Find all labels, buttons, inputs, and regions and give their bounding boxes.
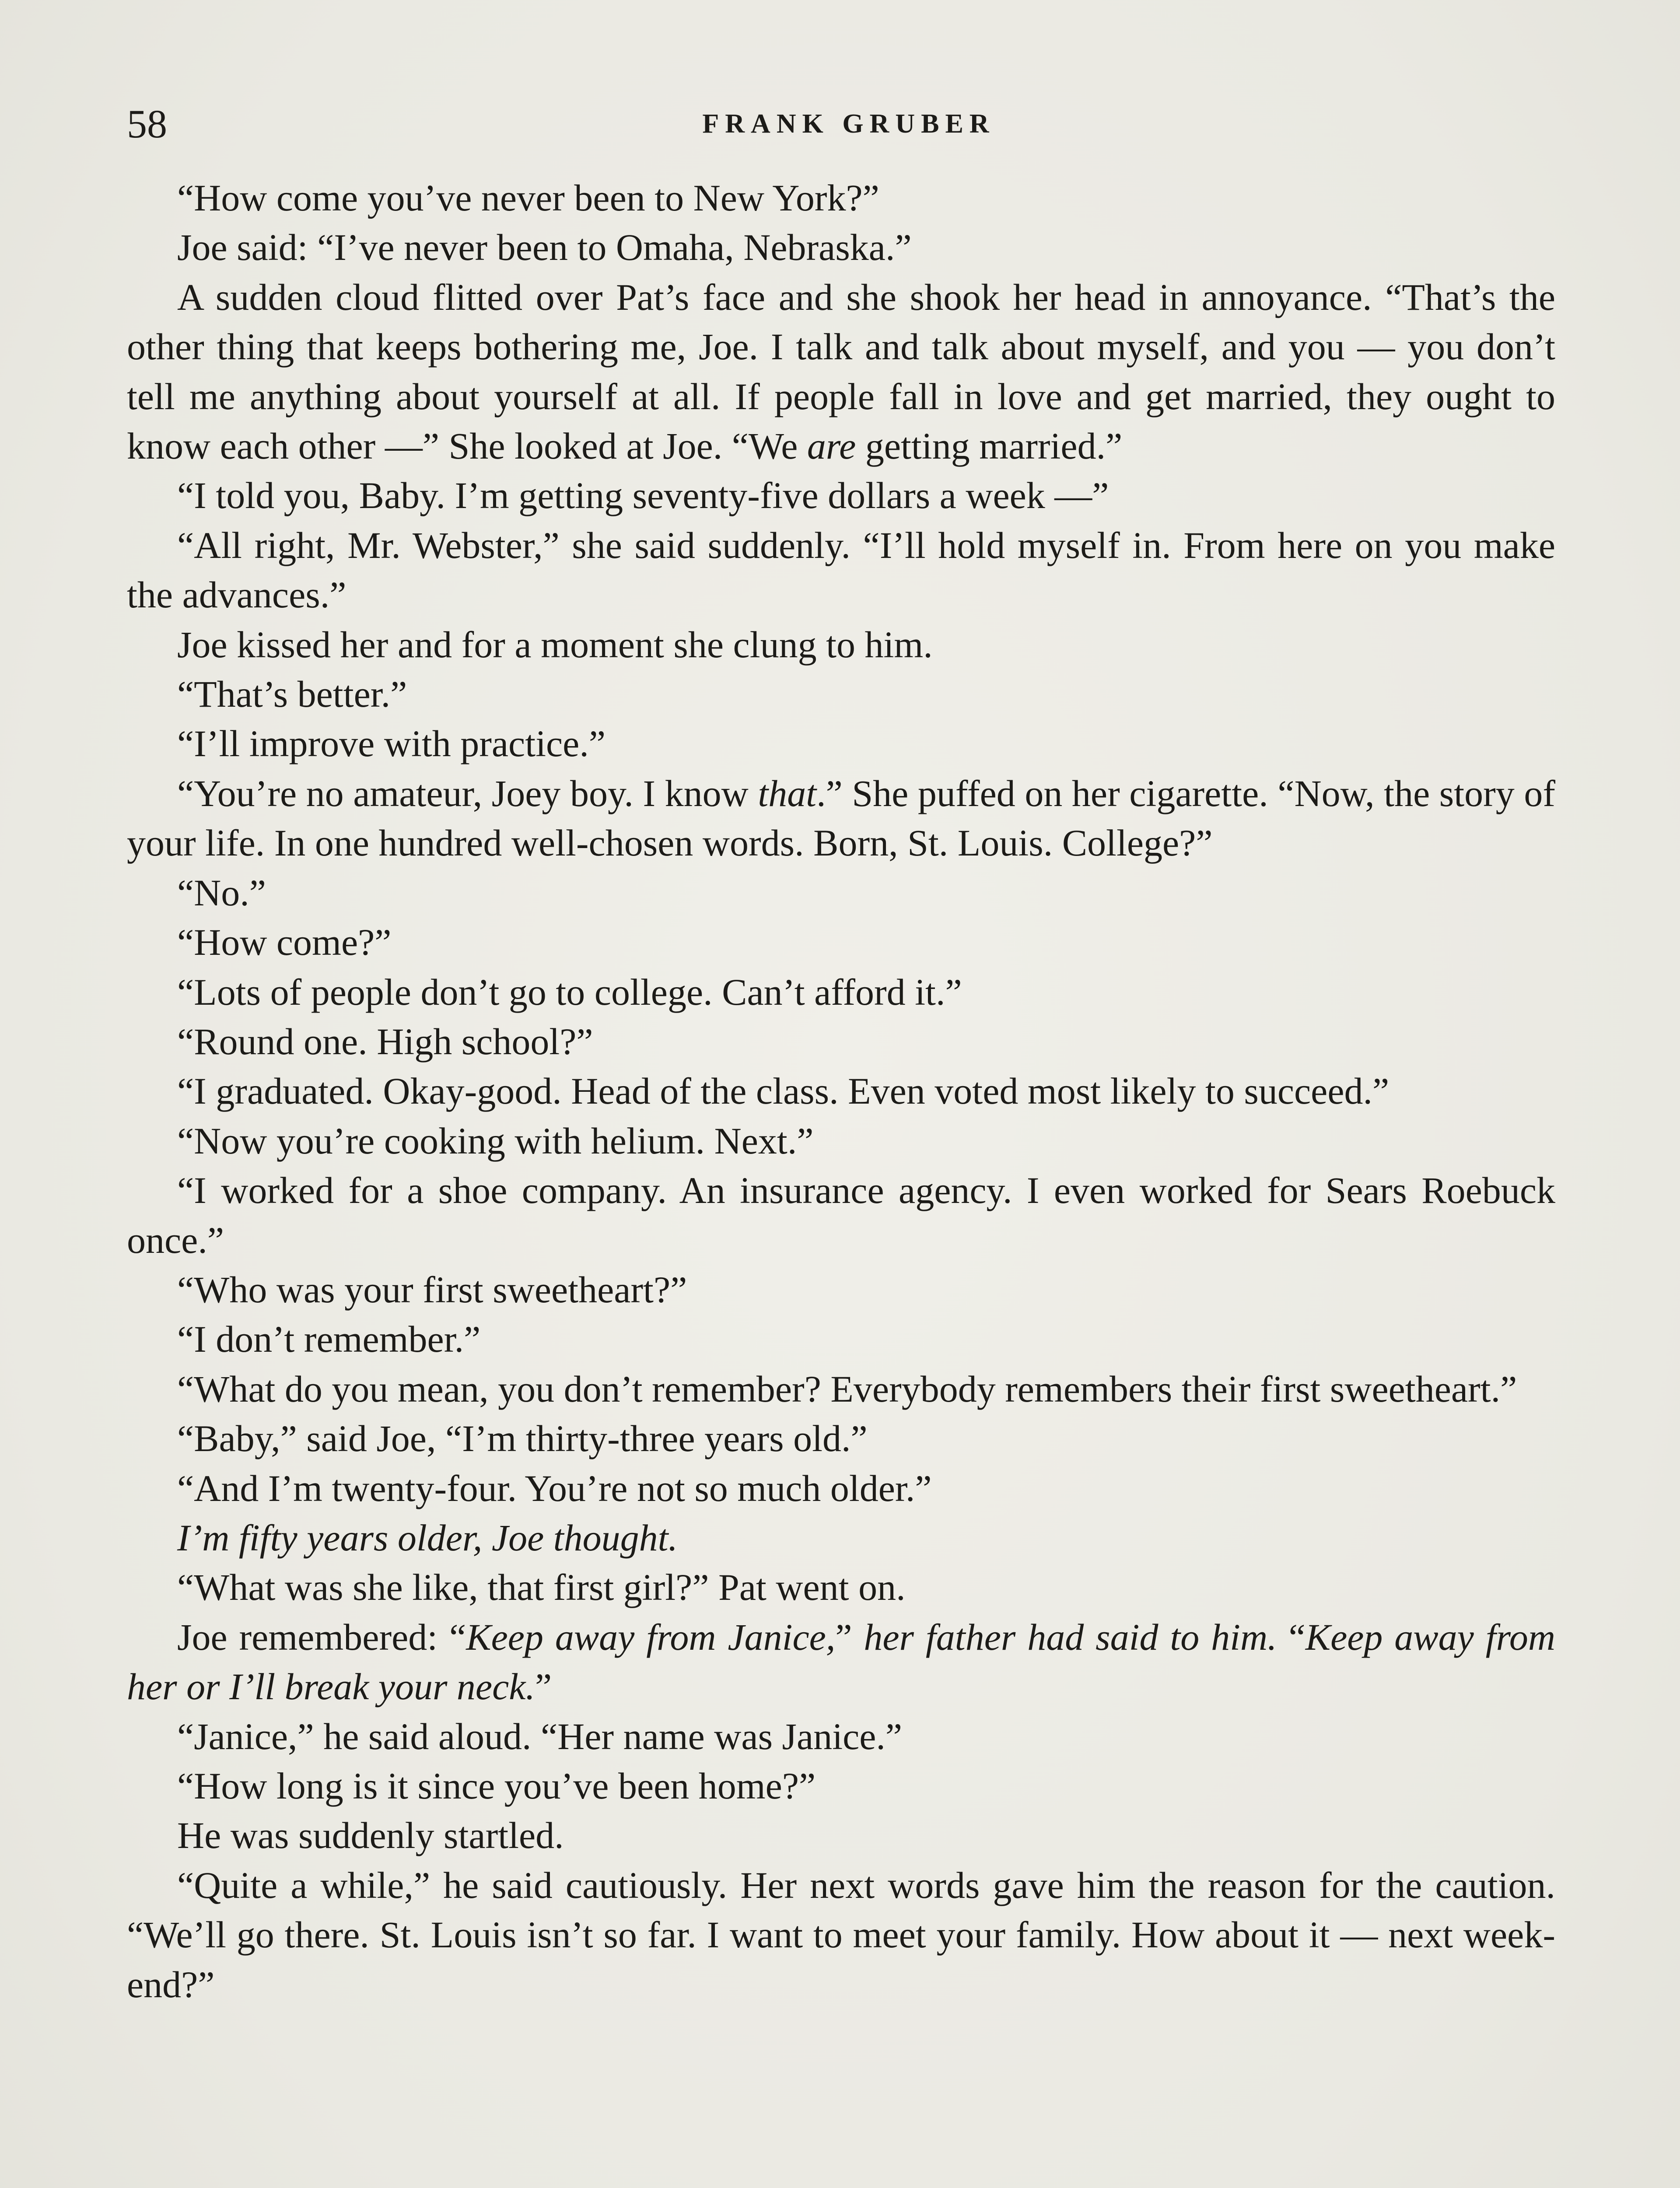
text-run: “Baby,” said Joe, “I’m thirty-three years old.” (177, 1417, 868, 1460)
text-run: “ (1277, 1616, 1306, 1658)
running-head: FRANK GRUBER (702, 109, 995, 139)
italic-text: her father had said to him. (864, 1616, 1277, 1658)
italic-text: Keep away from Janice, (466, 1616, 836, 1658)
text-run: “I don’t remember.” (177, 1318, 481, 1360)
paragraph (127, 1017, 1555, 1066)
text-run: “Lots of people don’t go to college. Can’t afford it.” (177, 971, 962, 1013)
paragraph (127, 521, 1555, 620)
text-run: Joe said: “I’ve never been to Omaha, Nebraska.” (177, 226, 912, 269)
text-run: Joe kissed her and for a moment she clung to him. (177, 623, 933, 666)
paragraph (127, 918, 1555, 967)
text-run: “I graduated. Okay-good. Head of the class. Even voted most likely to succeed.” (177, 1070, 1390, 1112)
text-run: “Janice,” he said aloud. “Her name was Janice.” (177, 1715, 903, 1757)
text-run: “Round one. High school?” (177, 1020, 593, 1062)
paragraph (127, 1563, 1555, 1612)
paragraph (127, 1116, 1555, 1166)
paragraph (127, 1265, 1555, 1315)
paragraph (127, 1364, 1555, 1414)
italic-text: that (758, 772, 817, 814)
text-run: “What was she like, that first girl?” Pat went on. (177, 1566, 906, 1609)
text-run: He was suddenly startled. (177, 1814, 564, 1857)
paragraph (127, 1513, 1555, 1563)
text-run: “How long is it since you’ve been home?” (177, 1765, 816, 1807)
paragraph (127, 1811, 1555, 1860)
paragraph (127, 471, 1555, 520)
page-header (127, 100, 1571, 148)
text-run: “I worked for a shoe company. An insurance agency. I even worked for Sears Roebuck once.” (127, 1169, 1555, 1261)
text-run: “And I’m twenty-four. You’re not so much older.” (177, 1467, 932, 1509)
text-run: “What do you mean, you don’t remember? Everybody remembers their first sweetheart.” (177, 1368, 1517, 1410)
text-run: “How come you’ve never been to New York?” (177, 177, 879, 219)
paragraph (127, 1761, 1555, 1811)
paragraph (127, 223, 1555, 272)
paragraph (127, 868, 1555, 918)
body-text (127, 173, 1555, 2009)
paragraph (127, 1861, 1555, 2009)
text-run: getting married.” (856, 425, 1123, 467)
italic-text: I’m fifty years older, Joe thought. (177, 1516, 678, 1559)
paragraph (127, 670, 1555, 719)
paragraph (127, 173, 1555, 223)
paragraph (127, 620, 1555, 670)
text-run: “Who was your first sweetheart?” (177, 1268, 687, 1311)
text-run: ” (835, 1616, 864, 1658)
paragraph (127, 968, 1555, 1017)
text-run: “I told you, Baby. I’m getting seventy-five dollars a week —” (177, 474, 1109, 517)
paragraph (127, 1464, 1555, 1513)
italic-text: Keep away from her or I’ll break your neck. (127, 1616, 1556, 1708)
text-run: “No.” (177, 871, 266, 914)
text-run: “Now you’re cooking with helium. Next.” (177, 1119, 814, 1162)
paragraph (127, 1414, 1555, 1463)
text-run: Joe remembered: “ (177, 1616, 466, 1658)
text-run: “Quite a while,” he said cautiously. Her next words gave him the reason for the caution. “We’ll go there. St. Louis isn’t so far. I want to meet your family. How about it — next week-end?” (127, 1864, 1555, 2006)
text-run: “All right, Mr. Webster,” she said suddenly. “I’ll hold myself in. From here on you make the advances.” (127, 524, 1555, 616)
text-run: A sudden cloud flitted over Pat’s face and she shook her head in annoyance. “That’s the other thing that keeps bothering me, Joe. I talk and talk about myself, and you — you don’t tell me anything about yourself at all. If people fall in love and get married, they ought to know each other —” She looked at Joe. “We (127, 276, 1555, 467)
paragraph (127, 1613, 1555, 1712)
paragraph (127, 1066, 1555, 1116)
text-run: “You’re no amateur, Joey boy. I know (177, 772, 758, 814)
text-run: “I’ll improve with practice.” (177, 722, 606, 765)
text-run: “How come?” (177, 921, 392, 964)
page-number: 58 (127, 102, 167, 146)
paragraph (127, 769, 1555, 868)
paragraph (127, 719, 1555, 768)
italic-text: are (807, 425, 856, 467)
paragraph (127, 1315, 1555, 1364)
text-run: ” (535, 1666, 552, 1708)
paragraph (127, 1166, 1555, 1265)
text-run: .” She puffed on her cigarette. “Now, the story of your life. In one hundred well-chosen words. Born, St. Louis. College?” (127, 772, 1555, 864)
paragraph (127, 1712, 1555, 1761)
text-run: “That’s better.” (177, 673, 407, 715)
paragraph (127, 273, 1555, 471)
